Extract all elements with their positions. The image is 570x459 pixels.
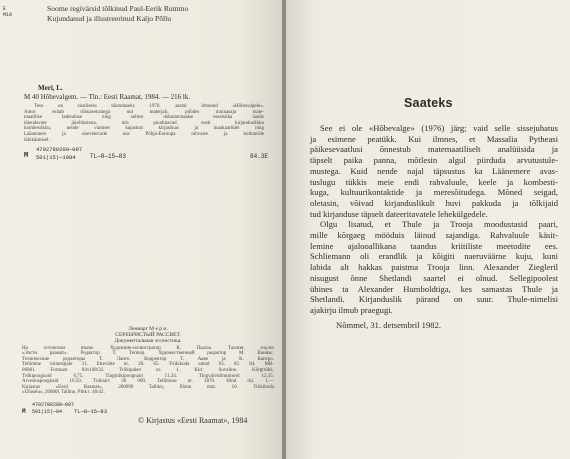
copyright-line: © Kirjastus «Eesti Raamat», 1984 [138, 416, 248, 425]
preface-text [310, 123, 558, 316]
catalog-code-tl: TL—8—15—83 [90, 153, 127, 161]
catalog-annotation: Teos on sisuliseks täienduseks 1976. aastal ilmunud «Hõbevalgele». Autor esitab rõhuasetustega uut materjali, püüdes muinasaja mate- maatilise ladenduse ning sellest dokumentaalse esseistika laadis täiendavate järeldustena, mis puudutavad eesti kirjanduslikku kombestikku, nende vaimset kajastust kirjasõnas ja maakaartidel ning Läänemere ja sisevetecode osa Põhja-Euroopa rahvaste ja kultuuride läbikäimisel. [24, 104, 264, 143]
imprint-code-numbers: 4702780200—097 501(15)—84 [32, 402, 75, 415]
catalog-code-numbers: 4702780200—097 501(15)—1984 [36, 146, 83, 162]
corner-code: E M10 [3, 6, 13, 18]
catalog-codes [24, 146, 274, 172]
catalog-code-letter: M [24, 152, 29, 161]
credits [47, 4, 188, 24]
catalog-code-class: 84.3E [250, 153, 269, 161]
catalog-entry: M 40 Hõbevalgem. — Tln.: Eesti Raamat, 1984. — 216 lk. [24, 93, 191, 101]
translator-credit: Soome regivärsid tõlkinud Paul-Eerik Rummo [47, 4, 189, 13]
imprint-details: На эстонском языке. Художник-иллюстратор К. Пылль. Таллин, изд-во «Ээсти раамат». Редактор Т. Теппер. Художественный редактор М. Ваннас. Технические редакторы Т. Ланге. Корректор Т. Ааве ja К. Кангро. Tellimine toimetajale 31. Ettevõtte nr. 28. 65. Trükikoda antud 03. 02. 84. MB- 06081. Formaat 84x108/32. Trükipaber nr. 1. Kiri: Suvaline. Kõrgtrükk. Trükipoognaid 6,75. Tingtrükipoognaid 11,34. Tingvärvitõmmiseid 12,35. Arvestuspoognaid 10,50. Trükiarv 30 000. Tellimuse nr. 1870. Hind rbl. 1.— Kirjastus «Eesti Raamat», 200090 Tallinn, Pärnu mnt. 10. Trükikoda «Ühiselu», 200001 Tallinn, Pikk t. 40/42. [22, 345, 274, 396]
imprint-title: Леннарт М е р и. СЕРЕБРИСТЫЙ РАССВЕТ. Документальная эссеистика. [114, 326, 182, 345]
imprint-code-letter: M [22, 408, 26, 415]
catalog-card [24, 84, 274, 172]
page-heading: Saateks [404, 96, 453, 110]
imprint-code-tl: TL—8—15—83 [74, 408, 108, 415]
left-page [0, 0, 282, 459]
signature-line: Nõmmel, 31. detsembril 1982. [336, 320, 442, 330]
paragraph-2: Olgu lisatud, et Thule ja Trooja moodustasid paari, mille kõrgaeg mööduis läinud sajandiga. Rahvaluule käsit- lemine ajalooallikana taandus kriitiliste meetodite ees. Schliemann oli erandlik ja kõigiti naeruväärne kuju, kuni labida alt hakkas paistma Trooja linn. Alexander Ziegleril nisugust õnne Shetlandi saartel ei olnud. Sellegipoolest ühines ta Alexander Humboldtiga, kes samastas Thule ja Shetlandi. Kirjanduslik pärand on suur. Thule-nimelisi ajakirju ilmub praegugi. [310, 219, 558, 315]
paragraph-1: See ei ole «Hõbevalge» (1976) järg; vaid selle sissejuhatus ja esimene peatükk. Kui ilmnes, et Massalia Pytheasi päikesevaatlusi õnnestub matemaatiliselt analüüsida ja täpselt paika panna, mõtlesin algul piirduda arvutustule- mustega. Kuid nende najal täpsustus ka Läänemere avas- tuslugu tükkis meie endi rahvaluule, keele ja kombesti- kuga, kultuurikontaktide ja meresõitudega. Mõned seigad, oletasin, võivad kirjanduslikult huvi pakkuda ja tõlkijaid tud kirjanduse täpselt dateeritavatele lehekülgedele. [310, 123, 558, 219]
right-page [286, 0, 570, 459]
catalog-author: Meri, L. [38, 84, 63, 92]
imprint-codes [22, 402, 142, 424]
imprint-block [22, 326, 274, 396]
designer-credit: Kujundanud ja illustreerinud Kaljo Põllu [47, 14, 172, 23]
